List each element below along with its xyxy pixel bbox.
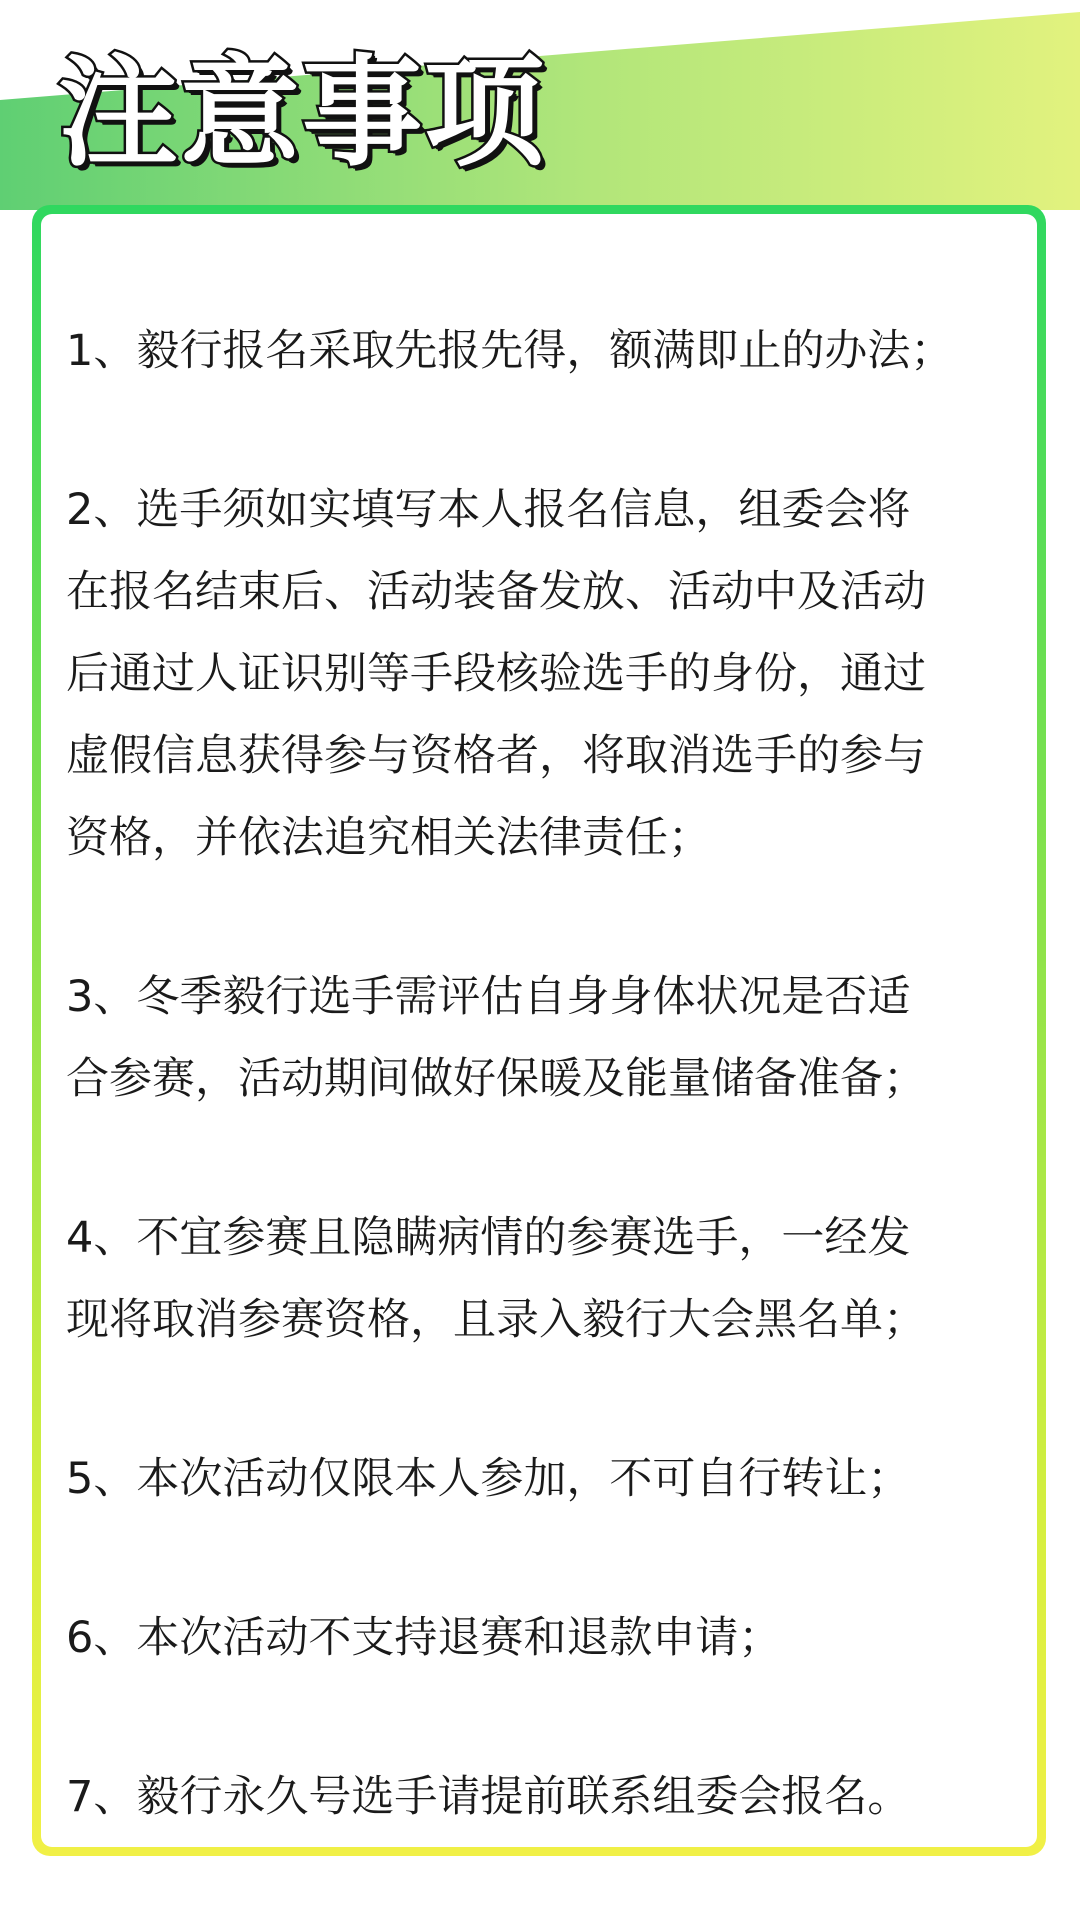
note-item-2: 2、选手须如实填写本人报名信息，组委会将 在报名结束后、活动装备发放、活动中及活动 后通过人证识别等手段核验选手的身份，通过 虚假信息获得参与资格者，将取消选手的参与 资格，并依法追究相关法律责任； <box>66 485 926 863</box>
note-item-5: 5、本次活动仅限本人参加，不可自行转让； <box>66 1454 911 1504</box>
note-item-3: 3、冬季毅行选手需评估自身身体状况是否适 合参赛，活动期间做好保暖及能量储备准备； <box>66 972 926 1104</box>
note-item-4: 4、不宜参赛且隐瞒病情的参赛选手，一经发 现将取消参赛资格，且录入毅行大会黑名单； <box>66 1213 926 1345</box>
note-item-7: 7、毅行永久号选手请提前联系组委会报名。 <box>66 1772 911 1822</box>
note-item-6: 6、本次活动不支持退赛和退款申请； <box>66 1613 782 1663</box>
note-item-1: 1、毅行报名采取先报先得，额满即止的办法； <box>66 326 954 376</box>
page-title: 注意事项 <box>58 44 546 183</box>
notes-list <box>66 310 1036 1915</box>
